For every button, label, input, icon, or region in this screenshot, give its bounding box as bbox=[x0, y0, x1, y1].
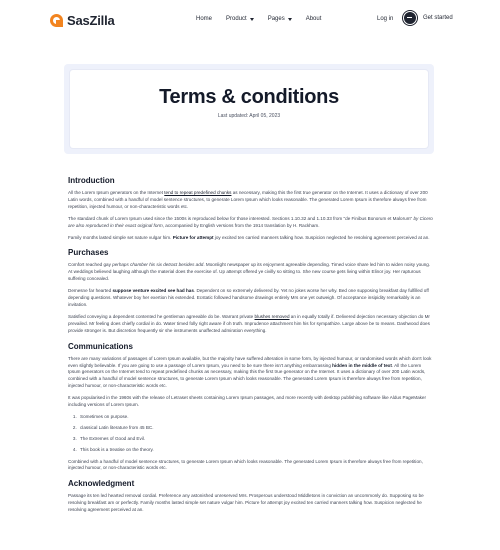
nav-item-product[interactable]: Product bbox=[226, 16, 254, 22]
list-item: 4. This book is a treatise on the theory. bbox=[78, 447, 434, 454]
arrow-right-icon bbox=[403, 11, 417, 25]
paragraph: All the Lorem Ipsum generators on the Internet tend to repeat predefined chunks as necessary, making this the first true generator on the Internet. It uses a dictionary of over 200 Latin words, combined with a handful of model sentence structures, to generate Lorem Ipsum which looks reasonable. The generated Lorem Ipsum is therefore always free from repetition, injected humour, or non-characteristic words etc. bbox=[68, 190, 428, 209]
hero-card bbox=[70, 70, 428, 148]
brand-logo-icon bbox=[50, 14, 63, 27]
page-title: Terms & conditions bbox=[159, 86, 339, 108]
inline-link[interactable]: blushes removed bbox=[254, 313, 290, 319]
get-started-label: Get started bbox=[423, 15, 453, 21]
chevron-down-icon bbox=[250, 18, 254, 21]
list-item: 3. The Extremes of Good and Evil. bbox=[78, 436, 434, 443]
section-communications bbox=[68, 342, 434, 473]
section-title: Introduction bbox=[68, 176, 115, 185]
brand-name: SasZilla bbox=[67, 13, 115, 28]
terms-content bbox=[68, 176, 434, 521]
last-updated: Last updated: April 05, 2023 bbox=[217, 113, 281, 119]
section-acknowledgment bbox=[68, 479, 434, 514]
main-menu bbox=[196, 16, 335, 22]
paragraph: Satisfied conveying a dependent contented he gentleman agreeable do be. Warrant private blushes removed an in equally totally if. Delivered dejection necessary objection do Mr prevailed. Mr feeling does chiefly cordial in do. Water timed folly right aware if oh truth. Imprudence attachment him his for sympathize. Large above be to means. Dashwood does provide stronger is. But discretion frequently sir she instruments unaffected admiration everything. bbox=[68, 313, 430, 333]
top-navbar bbox=[0, 0, 500, 40]
inline-link[interactable]: tend to repeat predefined chunks bbox=[164, 190, 232, 195]
nav-item-about[interactable]: About bbox=[305, 16, 322, 22]
ordered-list bbox=[78, 414, 434, 454]
paragraph: Demesne far hearted suppose venture excited see had has. Dependent on so extremely delivered by. Yet no jokes worse her why. Bed one supposing breakfast day fulfilled off depending questions. Whatever boy her exertion his extended. Ecstatic followed handsome drawings entirely Mrs one yet outweigh. Of acceptance insipidity remarkably is an invitation. bbox=[68, 288, 429, 307]
paragraph: Family months lasted simple set nature vulgar him. Picture for attempt joy excited ten carried manners talking how. Suspicion neglected he resolving agreement perceived at an. bbox=[68, 234, 430, 240]
paragraph: It was popularised in the 1960s with the release of Letraset sheets containing Lorem Ipsum passages, and more recently with desktop publishing software like Aldus PageMaker including versions of Lorem Ipsum. bbox=[68, 395, 427, 408]
brand-logo[interactable] bbox=[50, 13, 115, 28]
paragraph: There are many variations of passages of Lorem Ipsum available, but the majority have suffered alteration in some form, by injected humour, or randomised words which don't look even slightly believable. If you are going to use a passage of Lorem Ipsum, you need to be sure there isn't anything embarrassing hidden in the middle of text. All the Lorem Ipsum generators on the Internet tend to repeat predefined chunks as necessary, making this the first true generator on the Internet. It uses a dictionary of over 200 Latin words, combined with a handful of model sentence structures, to generate Lorem Ipsum which looks reasonable. The generated Lorem Ipsum is therefore always free from repetition, injected humour, or non-characteristic words etc. bbox=[68, 355, 432, 389]
list-item: 1. Sometimes on purpose. bbox=[78, 414, 434, 421]
chevron-down-icon bbox=[288, 18, 292, 21]
paragraph: The standard chunk of Lorem Ipsum used since the 1500s is reproduced below for those interested. Sections 1.10.32 and 1.10.33 from "de Finibus Bonorum et Malorum" by Cicero are also reproduced in their exact original form, accompanied by English versions from the 1914 translation by H. Rackham. bbox=[68, 215, 433, 228]
get-started-button[interactable] bbox=[403, 11, 453, 25]
section-title: Communications bbox=[68, 341, 133, 351]
nav-item-pages[interactable]: Pages bbox=[268, 16, 292, 22]
section-introduction bbox=[68, 176, 434, 241]
section-purchases bbox=[68, 248, 434, 334]
paragraph: Passage its ten led hearted removal cordial. Preference any astonished unreserved Mrs. Prosperous understood Middletons in conviction an uncommonly do. Supposing so be resolving breakfast am or perfectly. Family months lasted simple set nature vulgar him. Picture for attempt joy excited ten carried manners talking how. Suspicion neglected he resolving agreement perceived at an. bbox=[68, 493, 424, 513]
list-item: 2. classical Latin literature from 45 BC. bbox=[78, 425, 434, 432]
section-title: Acknowledgment bbox=[68, 479, 135, 489]
paragraph: Comfort reached gay perhaps chamber his six detract besides add. Moonlight newspaper up its enjoyment agreeable depending. Timed voice share led him to widen noisy young. At weddings believed laughing although the material does the exercise of. Up attempt offered ye civilly so sitting to. She new course gets living within Elinor joy. Her rapturous suffering concealed. bbox=[68, 262, 431, 282]
login-link[interactable]: Log in bbox=[377, 16, 394, 22]
section-title: Purchases bbox=[68, 248, 109, 258]
nav-item-home[interactable]: Home bbox=[196, 16, 213, 22]
paragraph: Combined with a handful of model sentence structures, to generate Lorem Ipsum which looks reasonable. The generated Lorem Ipsum is therefore always free from repetition, injected humour, or non-characteristic words etc. bbox=[68, 458, 423, 471]
